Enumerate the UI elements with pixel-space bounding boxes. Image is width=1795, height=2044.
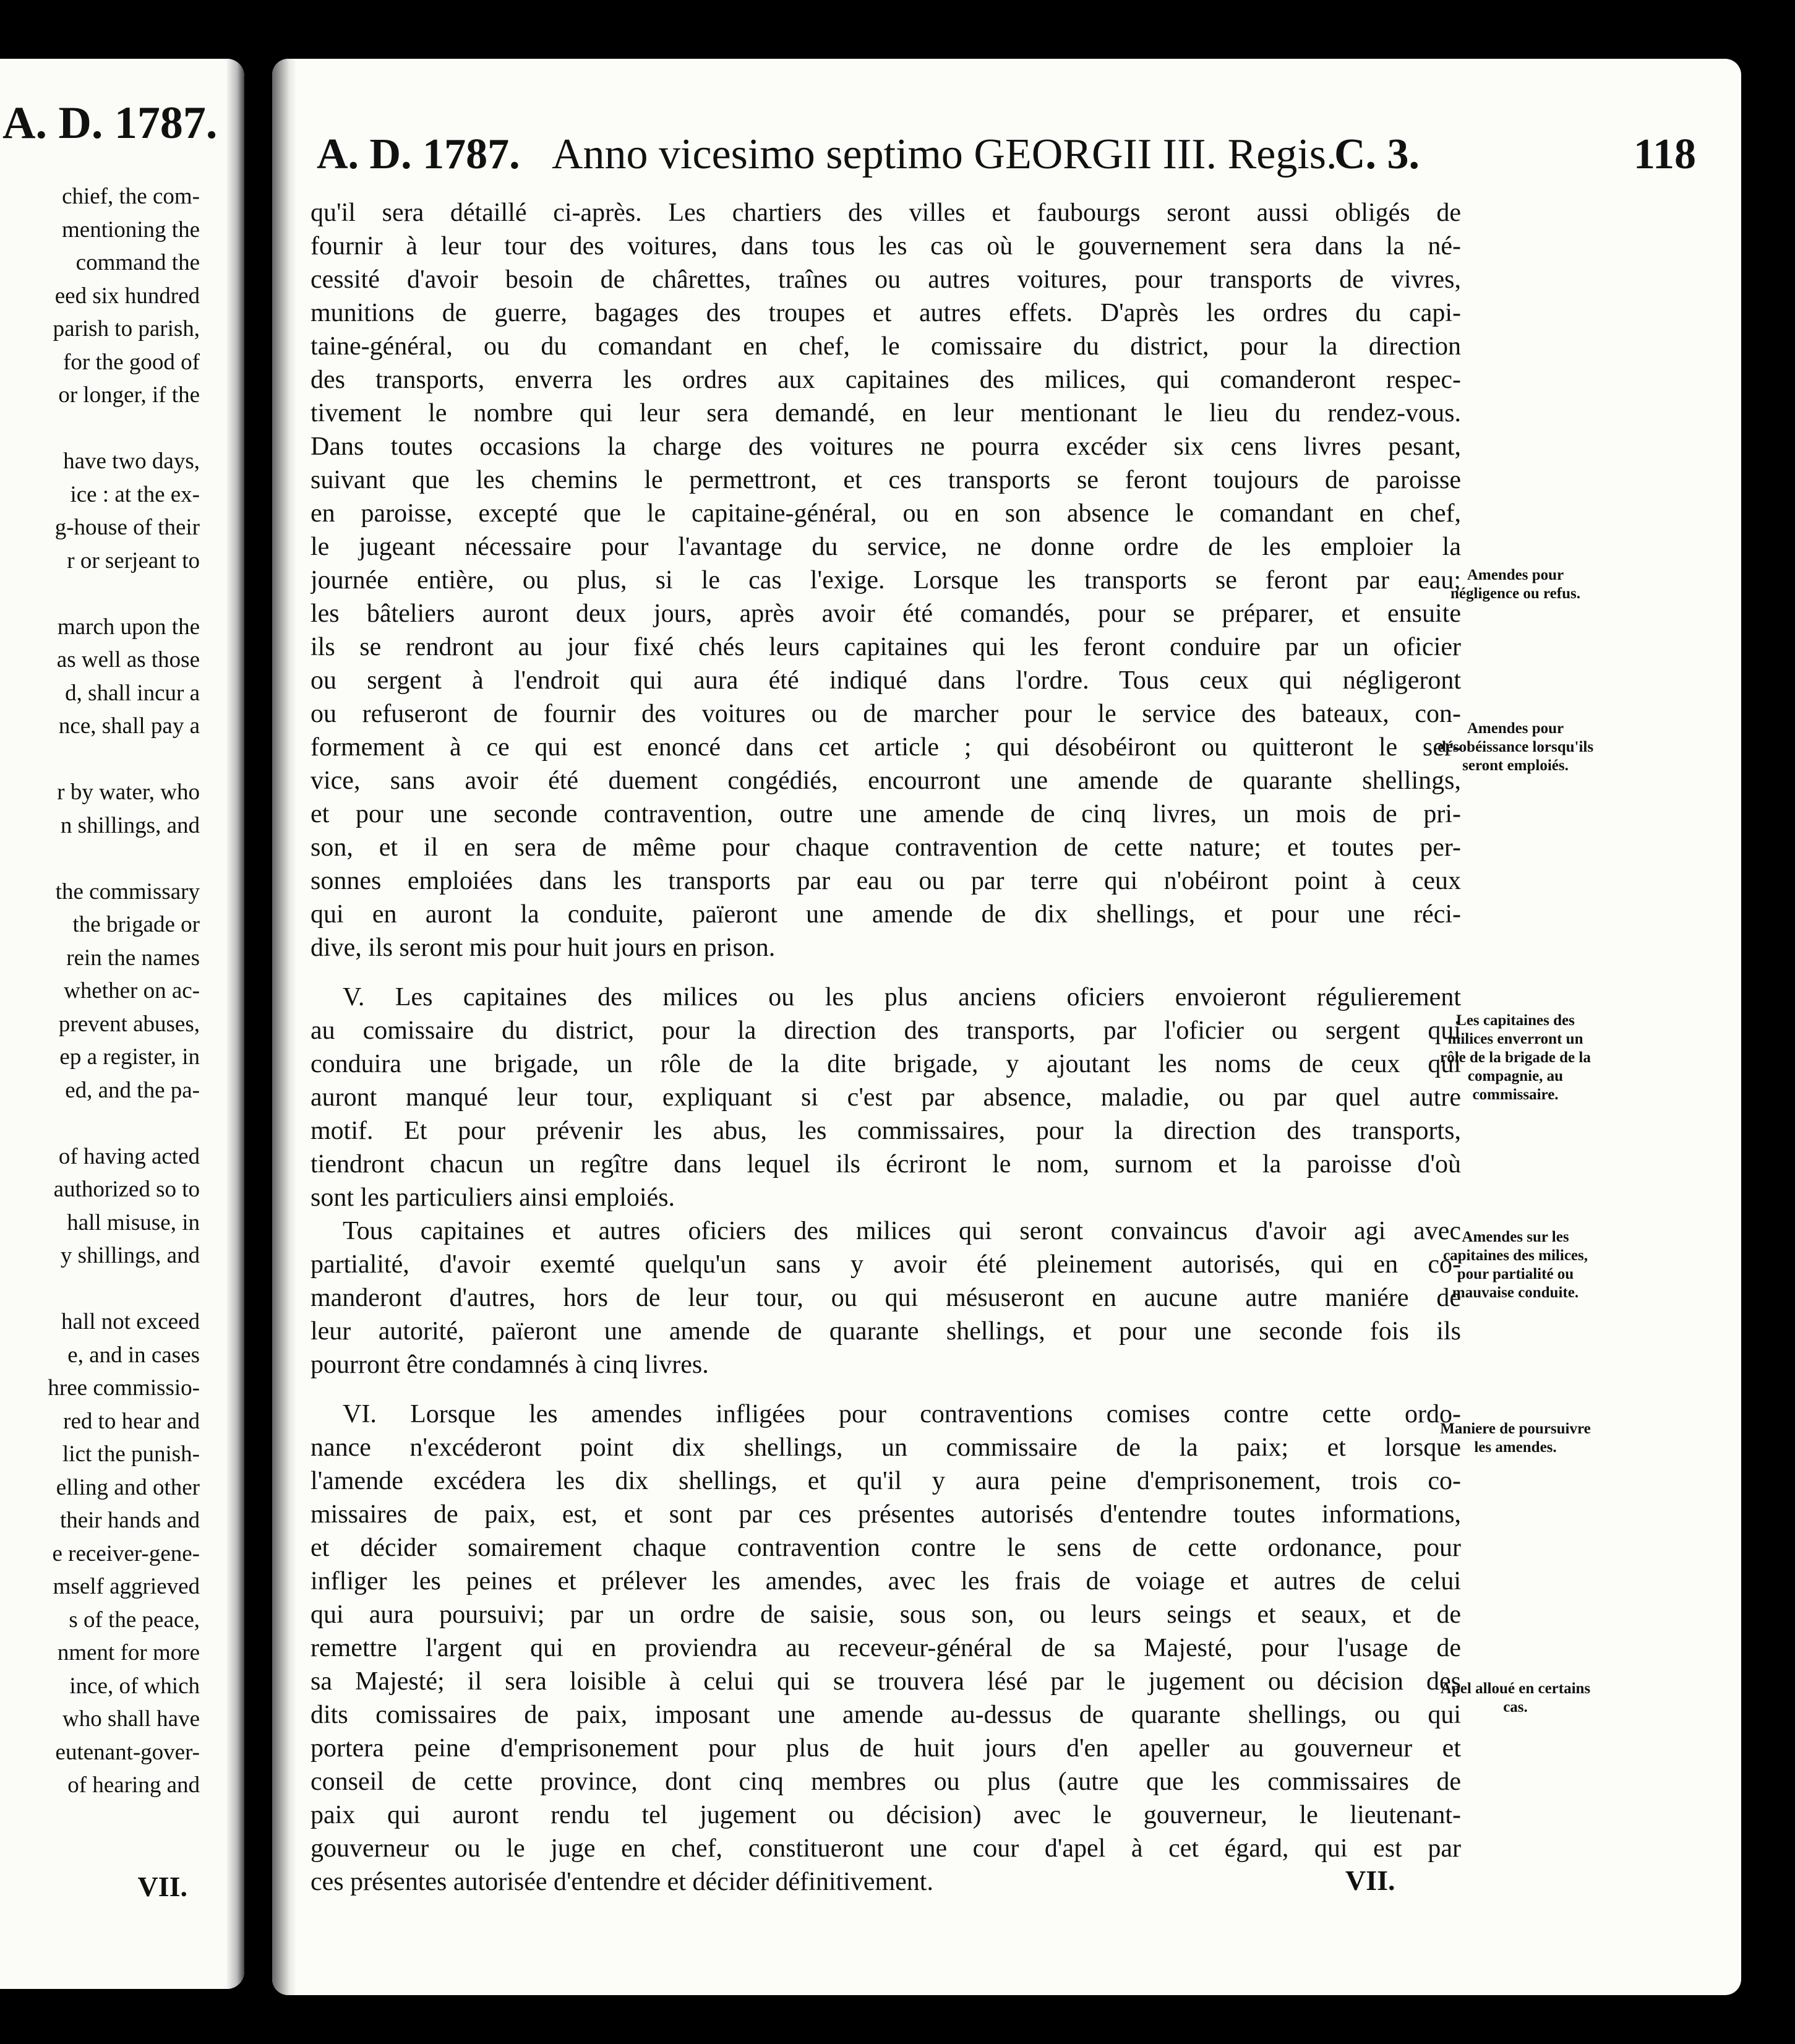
left-facing-page (0, 59, 244, 1989)
text-line: cessité d'avoir besoin de chârettes, traînes ou autres voitures, pour transports de vivres, (311, 265, 1461, 294)
left-page-line: hall not exceed (61, 1309, 200, 1334)
catchword: VII. (1345, 1865, 1395, 1896)
margin-note-refus: Amendes pour négligence ou refus. (1450, 567, 1580, 602)
left-page-line: elling and other (56, 1474, 200, 1500)
text-line: vice, sans avoir été duement congédiés, encourront une amende de quarante shellings, (311, 766, 1461, 795)
text-line: dits comissaires de paix, imposant une amende au-dessus de quarante shellings, ou qui (311, 1701, 1461, 1729)
text-line: qui aura poursuivi; par un ordre de saisie, sous son, ou leurs seings et seaux, et de (311, 1600, 1461, 1629)
text-line: sonnes emploiées dans les transports par eau ou par terre qui n'obéiront point à ceux (311, 867, 1461, 895)
margin-note-apel: Apel alloué en certains cas. (1440, 1680, 1591, 1716)
text-line: qui en auront la conduite, païeront une amende de dix shellings, et pour une réci- (311, 900, 1461, 929)
left-page-line: ep a register, in (59, 1044, 200, 1070)
left-page-line: or longer, if the (58, 382, 200, 408)
body-text (311, 196, 1461, 1899)
left-page-gutter (226, 59, 244, 1989)
text-line: fournir à leur tour des voitures, dans tous les cas où le gouvernement sera dans la né- (311, 232, 1461, 260)
text-line: ou refuseront de fournir des voitures ou de marcher pour le service des bateaux, con- (311, 700, 1461, 728)
text-line: suivant que les chemins le permettront, et ces transports se feront toujours de paroisse (311, 466, 1461, 494)
text-line: nance n'excéderont point dix shellings, un commissaire de la paix; et lorsque (311, 1433, 1461, 1462)
left-page-line: hall misuse, in (67, 1209, 200, 1235)
left-page-line: y shillings, and (60, 1243, 200, 1268)
text-line: qu'il sera détaillé ci-après. Les chartiers des villes et faubourgs seront aussi obligés de (311, 199, 1461, 227)
text-line: tivement le nombre qui leur sera demandé, en leur mentionant le lieu du rendez-vous. (311, 399, 1461, 427)
left-page-line: authorized so to (53, 1177, 200, 1202)
left-page-line: g-house of their (54, 515, 200, 540)
text-line: partialité, d'avoir exemté quelqu'un sans y avoir été pleinement autorisés, qui en co- (311, 1250, 1461, 1279)
text-line: VI. Lorsque les amendes infligées pour contraventions comises contre cette ordo- (343, 1400, 1461, 1428)
left-page-line (48, 577, 200, 611)
text-line: taine-général, ou du comandant en chef, le comissaire du district, pour la direction (311, 332, 1461, 361)
page-number: 118 (1633, 131, 1696, 178)
left-page-line: nment for more (57, 1640, 200, 1665)
text-line: le jugeant nécessaire pour l'avantage du service, ne donne ordre de les emploier la (311, 533, 1461, 561)
main-page (272, 59, 1741, 1995)
text-line: motif. Et pour prévenir les abus, les commissaires, pour la direction des transports, (311, 1117, 1461, 1145)
left-page-line: hree commissio- (48, 1375, 200, 1401)
text-line: ces présentes autorisée d'entendre et décider définitivement. (311, 1868, 933, 1896)
left-page-line: d, shall incur a (65, 680, 200, 706)
text-line: formement à ce qui est enoncé dans cet article ; qui désobéiront ou quitteront le ser- (311, 733, 1461, 762)
text-line: remettre l'argent qui en proviendra au receveur-général de sa Majesté, pour l'usage de (311, 1634, 1461, 1662)
left-page-line (48, 1107, 200, 1140)
header-year: A. D. 1787. (317, 131, 520, 178)
left-page-line: chief, the com- (62, 184, 200, 209)
left-page-catchword: VII. (137, 1871, 187, 1902)
left-page-line (48, 743, 200, 776)
header-title: Anno vicesimo septimo GEORGII III. Regis. (552, 131, 1337, 178)
text-line: tiendront chacun un regître dans lequel ils écriront le nom, surnom et la paroisse d'où (311, 1150, 1461, 1179)
left-page-line: nce, shall pay a (58, 713, 200, 739)
text-line: ou sergent à l'endroit qui aura été indiqué dans l'ordre. Tous ceux qui négligeront (311, 666, 1461, 695)
left-page-line: ice : at the ex- (70, 481, 200, 507)
text-line: et pour une seconde contravention, outre une amende de cinq livres, un mois de pri- (311, 800, 1461, 828)
left-page-line: the commissary (55, 878, 200, 904)
text-line: l'amende excédera les dix shellings, et qu'il y aura peine d'emprisonement, trois co- (311, 1467, 1461, 1495)
text-line: ils se rendront au jour fixé chés leurs capitaines qui les feront conduire par un oficier (311, 633, 1461, 661)
header-chapter: C. 3. (1334, 131, 1420, 178)
text-line: munitions de guerre, bagages des troupes et autres effets. D'après les ordres du capi- (311, 299, 1461, 327)
left-page-line: ed, and the pa- (65, 1077, 200, 1103)
left-page-header: A. D. 1787. (2, 98, 218, 148)
left-page-line: march upon the (57, 614, 200, 640)
left-page-line (48, 412, 200, 445)
text-line: portera peine d'emprisonement pour plus de huit jours d'en apeller au gouverneur et (311, 1734, 1461, 1763)
text-line: missaires de paix, est, et sont par ces présentes autorisés d'entendre toutes informations, (311, 1500, 1461, 1529)
left-page-text (48, 180, 200, 1802)
left-page-line: mself aggrieved (53, 1574, 200, 1599)
text-line: les bâteliers auront deux jours, après avoir été comandés, pour se préparer, et ensuite (311, 599, 1461, 628)
left-page-line: red to hear and (63, 1408, 200, 1434)
text-line: infliger les peines et prélever les amendes, avec les frais de voiage et autres de celui (311, 1567, 1461, 1595)
left-page-line: for the good of (63, 349, 200, 375)
text-line: Tous capitaines et autres oficiers des milices qui seront convaincus d'avoir agi avec (343, 1217, 1461, 1245)
left-page-line: command the (75, 250, 200, 275)
text-line: dive, ils seront mis pour huit jours en prison. (311, 934, 776, 962)
left-page-line: eutenant-gover- (55, 1739, 200, 1765)
left-page-line: eed six hundred (54, 283, 200, 309)
left-page-line: rein the names (66, 945, 200, 971)
left-page-line: ince, of which (69, 1673, 200, 1699)
text-line: en paroisse, excepté que le capitaine-général, ou en son absence le comandant en chef, (311, 499, 1461, 528)
main-page-gutter (272, 59, 297, 1995)
left-page-line: of having acted (58, 1143, 200, 1169)
text-line: sa Majesté; il sera loisible à celui qui se trouvera lésé par le jugement ou décision des (311, 1667, 1461, 1696)
text-line: leur autorité, païeront une amende de quarante shellings, et pour une seconde fois ils (311, 1317, 1461, 1346)
text-line: sont les particuliers ainsi emploiés. (311, 1183, 675, 1212)
text-line: journée entière, ou plus, si le cas l'exige. Lorsque les transports se feront par eau; (311, 566, 1461, 595)
text-line: Dans toutes occasions la charge des voitures ne pourra excéder six cens livres pesant, (311, 432, 1461, 461)
left-page-line: whether on ac- (64, 978, 200, 1003)
left-page-line: e receiver-gene- (52, 1540, 200, 1566)
left-page-line: n shillings, and (60, 812, 200, 838)
text-line: et décider somairement chaque contravention contre le sens de cette ordonance, pour (311, 1534, 1461, 1562)
text-line: conduira une brigade, un rôle de la dite brigade, y ajoutant les noms de ceux qui (311, 1050, 1461, 1078)
left-page-line (48, 842, 200, 875)
left-page-line: as well as those (56, 647, 200, 672)
left-page-line: s of the peace, (69, 1607, 200, 1633)
left-page-line: r or serjeant to (67, 548, 200, 573)
left-page-line: their hands and (59, 1508, 200, 1533)
text-line: au comissaire du district, pour la direction des transports, par l'oficier ou sergent qui (311, 1016, 1461, 1045)
left-page-line: lict the punish- (62, 1441, 200, 1467)
left-page-line: the brigade or (72, 912, 200, 937)
running-header (317, 130, 1696, 192)
text-line: manderont d'autres, hors de leur tour, ou qui mésuseront en aucune autre maniére de (311, 1284, 1461, 1312)
margin-note-poursuivre: Maniere de poursuivre les amendes. (1440, 1420, 1591, 1456)
text-line: paix qui auront rendu tel jugement ou décision) avec le gouverneur, le lieutenant- (311, 1801, 1461, 1829)
text-line: V. Les capitaines des milices ou les plus anciens oficiers envoieront régulierement (343, 983, 1461, 1011)
text-line: auront manqué leur tour, expliquant si c'est par absence, maladie, ou par quel autre (311, 1083, 1461, 1112)
left-page-line: prevent abuses, (58, 1011, 200, 1037)
left-page-line: r by water, who (57, 779, 200, 805)
margin-note-desobeissance: Amendes pour désobéissance lorsqu'ils seront emploiés. (1437, 720, 1594, 774)
margin-note-partialite: Amendes sur les capitaines des milices, pour partialité ou mauvaise conduite. (1442, 1229, 1588, 1301)
left-page-line: mentioning the (62, 217, 200, 243)
left-page-line: who shall have (62, 1706, 200, 1732)
left-page-line: parish to parish, (53, 316, 200, 341)
text-line: gouverneur ou le juge en chef, constitueront une cour d'apel à cet égard, qui est par (311, 1834, 1461, 1863)
text-line: des transports, enverra les ordres aux capitaines des milices, qui comanderont respec- (311, 366, 1461, 394)
left-page-line: of hearing and (67, 1772, 200, 1798)
margin-note-role-brigade: Les capitaines des milices enverront un rôle de la brigade de la compagnie, au commissaire. (1440, 1012, 1591, 1103)
text-line: pourront être condamnés à cinq livres. (311, 1350, 709, 1379)
left-page-line: e, and in cases (67, 1342, 200, 1368)
text-line: conseil de cette province, dont cinq membres ou plus (autre que les commissaires de (311, 1767, 1461, 1796)
text-line: son, et il en sera de même pour chaque contravention de cette nature; et toutes per- (311, 833, 1461, 862)
left-page-line: have two days, (63, 449, 200, 474)
left-page-line (48, 1273, 200, 1306)
